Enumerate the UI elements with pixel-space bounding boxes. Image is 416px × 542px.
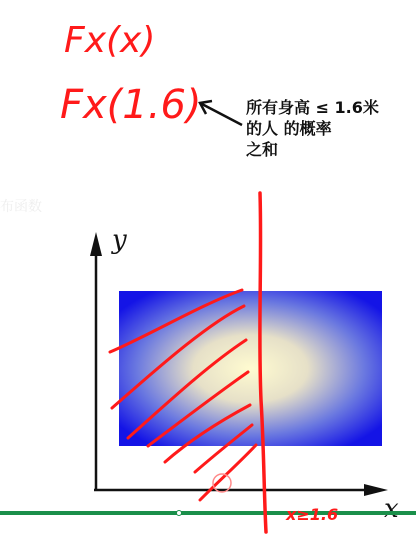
fx-value-formula: Fx(1.6) bbox=[60, 82, 202, 128]
annotation-line-2: 的人 的概率 bbox=[246, 119, 332, 138]
y-axis bbox=[90, 232, 102, 490]
x-marker-label: x≥1.6 bbox=[286, 505, 339, 524]
annotation-line-3: 之和 bbox=[246, 140, 279, 159]
x-axis-label: x bbox=[384, 494, 399, 524]
annotation-line-1: 所有身高 ≤ 1.6米 bbox=[246, 98, 379, 117]
x-axis bbox=[94, 484, 388, 496]
baseline-point bbox=[177, 511, 182, 516]
annotation bbox=[246, 97, 379, 160]
faded-text: 布函数 bbox=[0, 199, 42, 215]
hatch-stroke bbox=[200, 445, 256, 500]
y-axis-label: y bbox=[112, 225, 127, 255]
pointer-arrow bbox=[200, 101, 242, 125]
fx-x-formula: Fx(x) bbox=[64, 20, 156, 61]
